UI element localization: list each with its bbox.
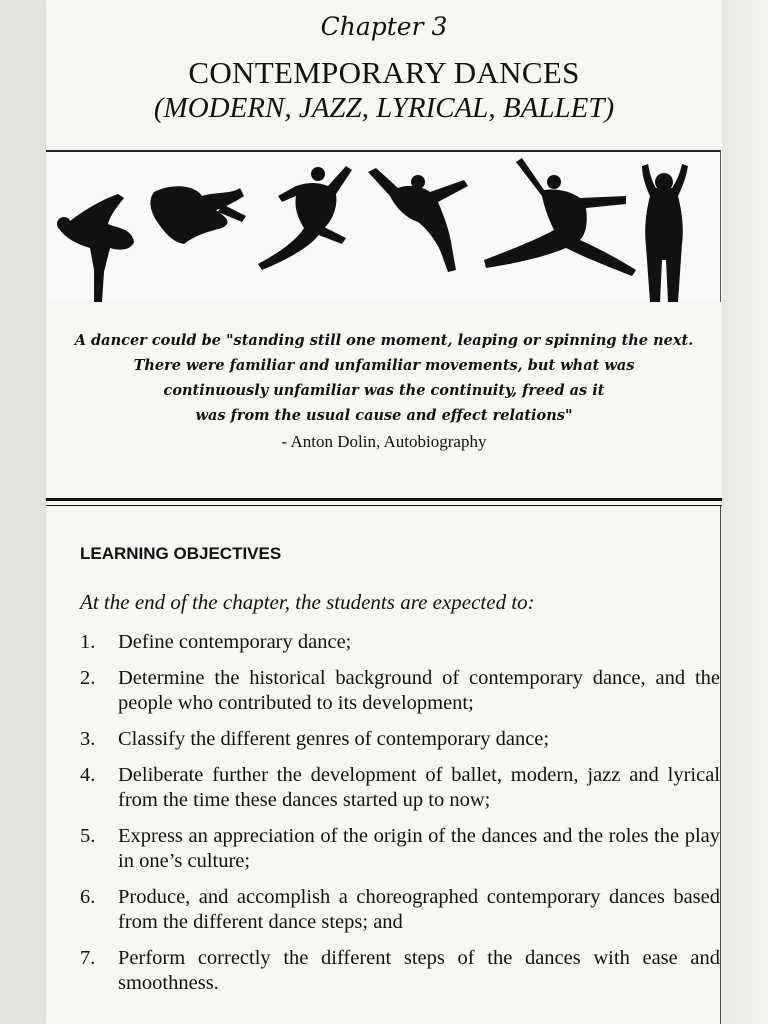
item-number: 5. [80,825,96,847]
chapter-number: Chapter 3 [320,12,448,41]
list-item [80,763,720,813]
objectives-list [80,630,720,1007]
dancer-silhouette-1 [57,194,134,302]
dancer-silhouette-2 [150,186,246,244]
dancer-silhouette-3 [258,166,352,270]
item-text: Determine the historical background of contemporary dance, and the people who contributed to its development; [118,667,720,714]
item-number: 1. [80,631,96,653]
list-item [80,666,720,716]
item-number: 2. [80,667,96,689]
quote-line: A dancer could be "standing still one moment, leaping or spinning the next. [74,332,694,349]
item-number: 3. [80,728,96,750]
list-item [80,885,720,935]
page-edge [722,0,768,1024]
item-number: 7. [80,947,96,969]
epigraph-quote [46,328,722,428]
item-text: Classify the different genres of contemporary dance; [118,728,550,750]
item-text: Express an appreciation of the origin of the dances and the roles the play in one’s culture; [118,825,720,872]
list-item [80,824,720,874]
dancer-silhouette-banner [46,150,721,302]
divider-thick [46,498,722,501]
item-text: Perform correctly the different steps of the dances with ease and smoothness. [118,947,720,994]
quote-line: There were familiar and unfamiliar movements, but what was [133,357,635,374]
dancer-silhouette-5 [484,158,636,276]
objectives-intro: At the end of the chapter, the students are expected to: [80,590,535,614]
item-text: Deliberate further the development of ballet, modern, jazz and lyrical from the time these dances started up to now; [118,764,720,811]
dancer-silhouette-4 [368,168,468,272]
quote-line: was from the usual cause and effect relations" [195,407,573,424]
item-number: 6. [80,886,96,908]
list-item [80,946,720,996]
objectives-heading: LEARNING OBJECTIVES [80,544,282,563]
chapter-title: CONTEMPORARY DANCES [188,55,580,90]
item-number: 4. [80,764,96,786]
page-gutter [0,0,46,1024]
dancer-silhouette-6 [642,164,688,302]
chapter-subtitle: (MODERN, JAZZ, LYRICAL, BALLET) [153,92,615,124]
dancer-silhouettes-image [46,152,720,302]
quote-attribution: - Anton Dolin, Autobiography [281,432,487,451]
item-text: Define contemporary dance; [118,631,352,653]
list-item [80,727,720,752]
item-text: Produce, and accomplish a choreographed contemporary dances based from the different dance steps; and [118,886,720,933]
quote-line: continuously unfamiliar was the continuity, freed as it [163,382,605,399]
list-item [80,630,720,655]
